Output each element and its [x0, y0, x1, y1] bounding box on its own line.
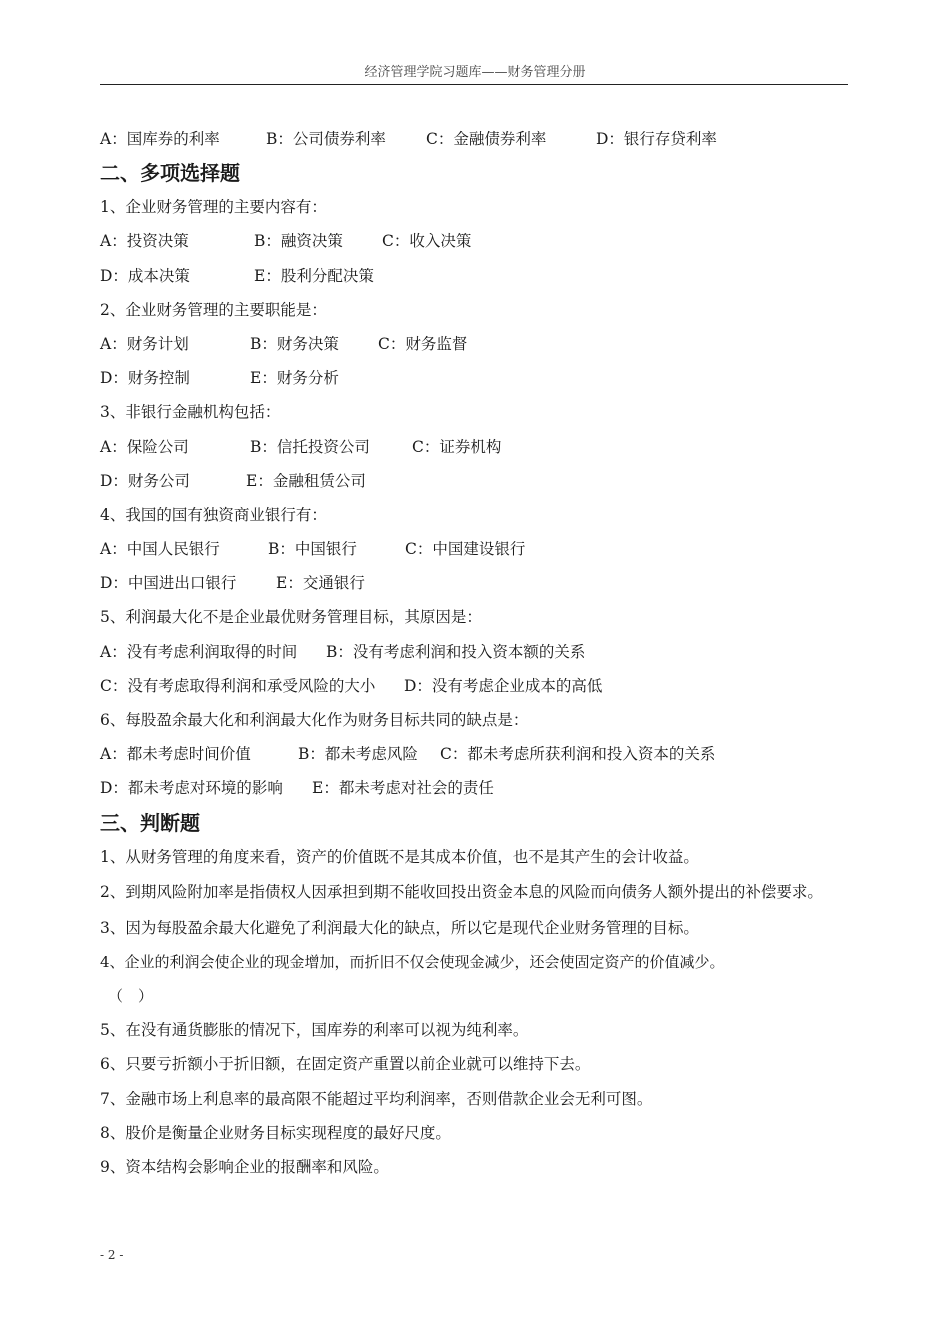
- question-text: 1、企业财务管理的主要内容有：: [100, 198, 327, 217]
- option: D：没有考虑企业成本的高低: [404, 676, 603, 695]
- option: D：财务控制: [100, 369, 190, 388]
- option: D：中国进出口银行: [100, 574, 237, 593]
- option: E：股利分配决策: [254, 266, 374, 285]
- option: D：财务公司: [100, 471, 190, 490]
- question-text: 5、利润最大化不是企业最优财务管理目标，其原因是：: [100, 608, 482, 627]
- option: D：银行存贷利率: [596, 130, 717, 148]
- option: A：财务计划: [100, 334, 189, 353]
- judgment-item: 9、资本结构会影响企业的报酬率和风险。: [100, 1157, 389, 1176]
- option-row: [100, 635, 850, 669]
- header-divider: [100, 84, 848, 85]
- option: C：没有考虑取得利润和承受风险的大小: [100, 676, 376, 695]
- option: C：收入决策: [382, 232, 472, 251]
- option: C：财务监督: [378, 334, 468, 353]
- option: B：公司债券利率: [266, 130, 386, 148]
- option-row: [100, 669, 850, 703]
- option: C：金融债券利率: [426, 130, 547, 148]
- page-number: - 2 -: [100, 1248, 124, 1262]
- question-text: 6、每股盈余最大化和利润最大化作为财务目标共同的缺点是：: [100, 711, 529, 729]
- judgment-item: 7、金融市场上利息率的最高限不能超过平均利润率，否则借款企业会无利可图。: [100, 1089, 653, 1108]
- option-row: [100, 259, 850, 293]
- option: A：投资决策: [100, 232, 189, 251]
- question-text: 4、我国的国有独资商业银行有：: [100, 505, 327, 524]
- judgment-item: 2、到期风险附加率是指债权人因承担到期不能收回投出资金本息的风险而向债务人额外提出的补偿要求。: [100, 882, 823, 901]
- answer-parentheses: （ ）: [108, 987, 154, 1006]
- section-heading: 二、多项选择题: [100, 161, 240, 186]
- option-row: [100, 566, 850, 600]
- option: D：都未考虑对环境的影响: [100, 779, 283, 798]
- option: C：中国建设银行: [405, 540, 526, 559]
- option: A：没有考虑利润取得的时间: [100, 642, 298, 661]
- option: A：中国人民银行: [100, 540, 220, 559]
- document-body: [100, 122, 850, 1184]
- option: A：保险公司: [100, 437, 189, 456]
- option: B：没有考虑利润和投入资本额的关系: [326, 642, 586, 661]
- judgment-item: 1、从财务管理的角度来看，资产的价值既不是其成本价值，也不是其产生的会计收益。: [100, 847, 699, 866]
- option: C：都未考虑所获利润和投入资本的关系: [440, 745, 716, 764]
- option: B：财务决策: [250, 334, 339, 353]
- question-text: 3、非银行金融机构包括：: [100, 403, 281, 422]
- option-row: [100, 122, 850, 156]
- option-row: [100, 327, 850, 361]
- option: B：信托投资公司: [250, 437, 370, 456]
- option-row: [100, 224, 850, 258]
- option: B：融资决策: [254, 232, 343, 251]
- option-row: [100, 430, 850, 464]
- option: E：都未考虑对社会的责任: [312, 779, 494, 798]
- option: A：都未考虑时间价值: [100, 745, 251, 764]
- question-text: 2、企业财务管理的主要职能是：: [100, 300, 327, 319]
- page-header-title: 经济管理学院习题库——财务管理分册: [364, 65, 586, 80]
- option: E：交通银行: [276, 574, 365, 593]
- option: D：成本决策: [100, 266, 190, 285]
- option-row: [100, 771, 850, 805]
- option-row: [100, 532, 850, 566]
- judgment-item: 6、只要亏折额小于折旧额，在固定资产重置以前企业就可以维持下去。: [100, 1055, 591, 1074]
- judgment-item: 3、因为每股盈余最大化避免了利润最大化的缺点，所以它是现代企业财务管理的目标。: [100, 918, 699, 937]
- option: B：中国银行: [268, 540, 357, 559]
- option: C：证券机构: [412, 437, 502, 456]
- judgment-item: 5、在没有通货膨胀的情况下，国库券的利率可以视为纯利率。: [100, 1021, 529, 1040]
- section-heading: 三、判断题: [100, 810, 200, 835]
- judgment-item: 4、企业的利润会使企业的现金增加，而折旧不仅会使现金减少，还会使固定资产的价值减少。: [100, 952, 725, 971]
- option-row: [100, 737, 850, 771]
- option: B：都未考虑风险: [298, 745, 418, 764]
- option-row: [100, 361, 850, 395]
- option: E：财务分析: [250, 369, 339, 388]
- option: E：金融租赁公司: [246, 471, 366, 490]
- option-row: [100, 464, 850, 498]
- option: A：国库券的利率: [100, 130, 220, 148]
- judgment-item: 8、股价是衡量企业财务目标实现程度的最好尺度。: [100, 1123, 451, 1142]
